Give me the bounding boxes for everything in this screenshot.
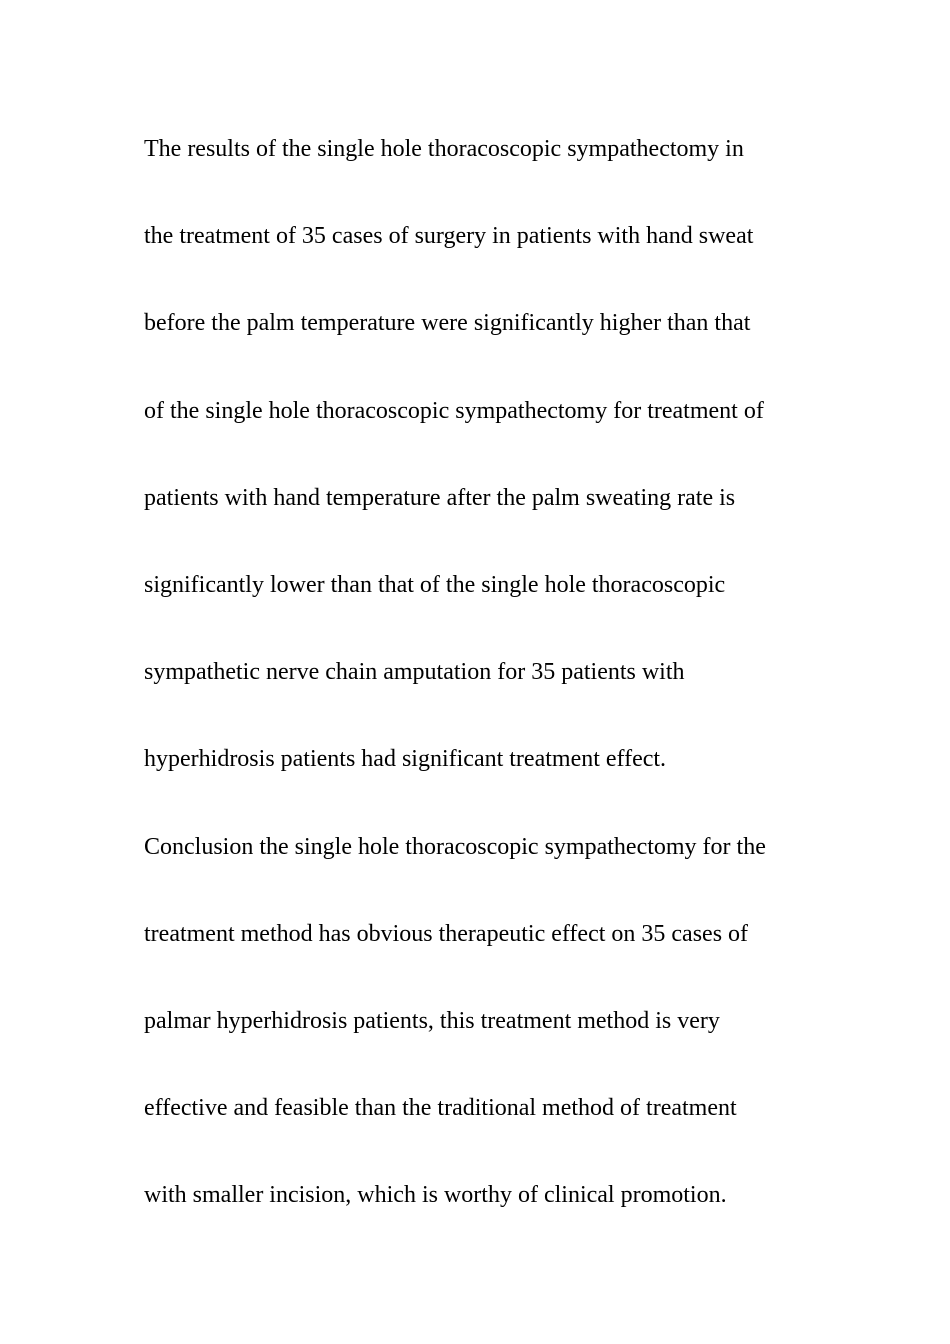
text-line: effective and feasible than the traditional method of treatment [144, 1095, 737, 1122]
text-line: with smaller incision, which is worthy of clinical promotion. [144, 1182, 727, 1209]
text-line: palmar hyperhidrosis patients, this treatment method is very [144, 1007, 720, 1034]
text-line: treatment method has obvious therapeutic effect on 35 cases of [144, 920, 749, 947]
text-line: of the single hole thoracoscopic sympathectomy for treatment of [144, 397, 764, 424]
text-line: patients with hand temperature after the palm sweating rate is [144, 484, 736, 511]
body-paragraph [144, 131, 824, 1264]
text-line: before the palm temperature were significantly higher than that [144, 310, 751, 337]
text-line: The results of the single hole thoracoscopic sympathectomy in [144, 136, 744, 162]
text-line: the treatment of 35 cases of surgery in patients with hand sweat [144, 223, 754, 250]
text-line: sympathetic nerve chain amputation for 35 patients with [144, 659, 685, 686]
text-line: hyperhidrosis patients had significant treatment effect. [144, 746, 667, 773]
text-line: Conclusion the single hole thoracoscopic sympathectomy for the [144, 833, 766, 860]
text-line: significantly lower than that of the single hole thoracoscopic [144, 571, 726, 598]
